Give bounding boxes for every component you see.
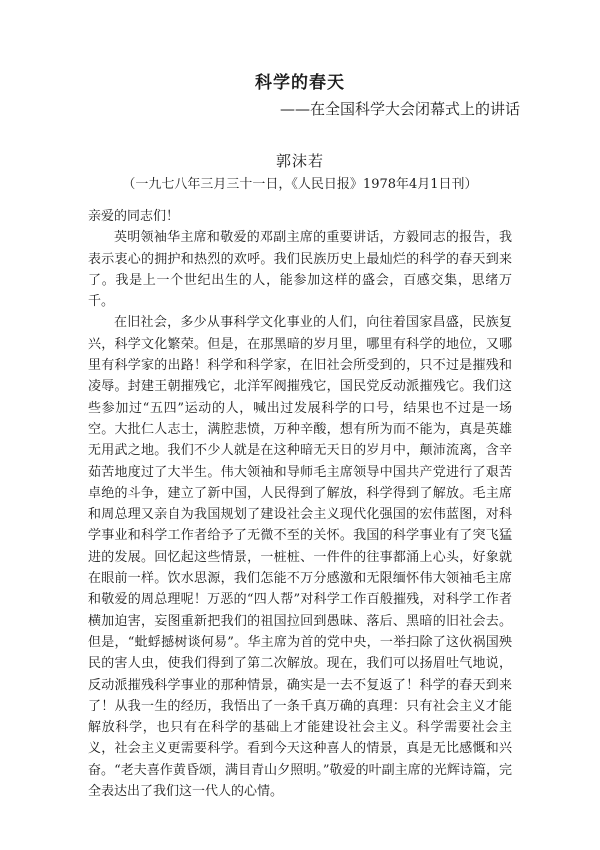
page-subtitle: ——在全国科学大会闭幕式上的讲话 bbox=[280, 100, 521, 118]
paragraph-2: 在旧社会，多少从事科学文化事业的人们，向往着国家昌盛，民族复兴，科学文化繁荣。但是，在那黑暗的岁月里，哪里有科学的地位，又哪里有科学家的出路！科学和科学家，在旧社会所受到的，只不过是摧残和凌辱。封建王朝摧残它，北洋军阀摧残它，国民党反动派摧残它。我们这些参加过“五四”运动的人，喊出过发展科学的口号，结果也不过是一场空。大批仁人志士，满腔悲愤，万种辛酸，想有所为而不能为，真是英雄无用武之地。我们不少人就是在这种暗无天日的岁月中，颠沛流离，含辛茹苦地度过了大半生。伟大领袖和导师毛主席领导中国共产党进行了艰苦卓绝的斗争，建立了新中国，人民得到了解放，科学得到了解放。毛主席和周总理又亲自为我国规划了建设社会主义现代化强国的宏伟蓝图，对科学事业和科学工作者给予了无微不至的关怀。我国的科学事业有了突飞猛进的发展。回忆起这些情景，一桩桩、一件件的往事都涌上心头，好象就在眼前一样。饮水思源，我们怎能不万分感激和无限缅怀伟大领袖毛主席和敬爱的周总理呢！万恶的“四人帮”对科学工作百般摧残，对科学工作者横加迫害，妄图重新把我们的祖国拉回到愚昧、落后、黑暗的旧社会去。但是，“蚍蜉撼树谈何易”。华主席为首的党中央，一举扫除了这伙祸国殃民的害人虫，使我们得到了第二次解放。现在，我们可以扬眉吐气地说，反动派摧残科学事业的那种情景，确实是一去不复返了！科学的春天到来了！从我一生的经历，我悟出了一条千真万确的真理：只有社会主义才能解放科学，也只有在科学的基础上才能建设社会主义。科学需要社会主义，社会主义更需要科学。看到今天这种喜人的情景，真是无比感慨和兴奋。“老夫喜作黄昏颂，满目青山夕照明。”敬爱的叶副主席的光辉诗篇，完全表达出了我们这一代人的心情。 bbox=[88, 315, 512, 800]
publication-source: （一九七八年三月三十一日，《人民日报》1978年4月1日刊） bbox=[122, 177, 478, 192]
page-title: 科学的春天 bbox=[255, 73, 345, 93]
article-body bbox=[88, 206, 512, 802]
author-name: 郭沫若 bbox=[275, 152, 324, 170]
salutation: 亲爱的同志们！ bbox=[88, 209, 180, 224]
paragraph-1: 英明领袖华主席和敬爱的邓副主席的重要讲话，方毅同志的报告，我表示衷心的拥护和热烈的欢呼。我们民族历史上最灿烂的科学的春天到来了。我是上一个世纪出生的人，能参加这样的盛会，百感交集，思绪万千。 bbox=[88, 230, 512, 310]
